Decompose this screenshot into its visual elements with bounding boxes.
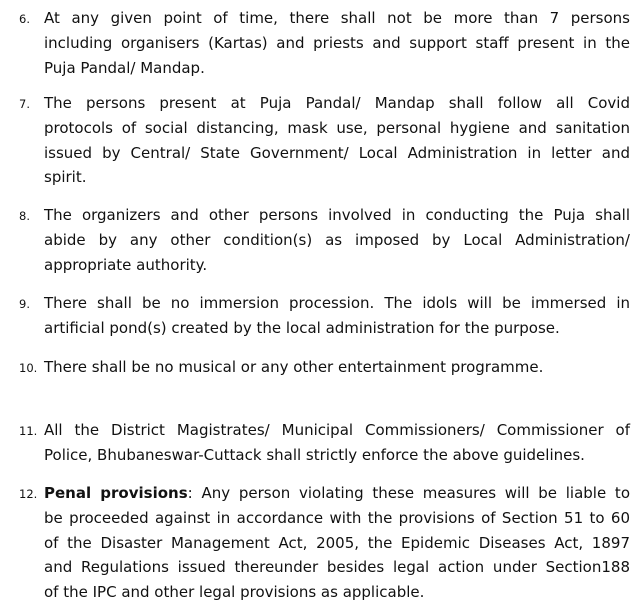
text-line: and Regulations issued thereunder besides legal action under Section188 bbox=[44, 558, 630, 577]
item-text bbox=[44, 481, 630, 605]
item-text bbox=[44, 6, 630, 80]
item-number: 9. bbox=[19, 297, 30, 311]
text-line: of the IPC and other legal provisions as applicable. bbox=[44, 583, 425, 602]
item-number: 8. bbox=[19, 209, 30, 223]
text-line: Police, Bhubaneswar-Cuttack shall strictly enforce the above guidelines. bbox=[44, 445, 585, 464]
text-fragment: : Any person violating these measures will be liable to bbox=[187, 484, 630, 502]
text-line: protocols of social distancing, mask use, personal hygiene and sanitation bbox=[44, 118, 630, 137]
text-line: including organisers (Kartas) and priests and support staff present in the bbox=[44, 33, 630, 52]
text-line: issued by Central/ State Government/ Local Administration in letter and bbox=[44, 143, 630, 162]
text-line: artificial pond(s) created by the local administration for the purpose. bbox=[44, 318, 560, 337]
item-number: 7. bbox=[19, 97, 30, 111]
text-line: The persons present at Puja Pandal/ Mandap shall follow all Covid bbox=[44, 94, 630, 112]
text-line: appropriate authority. bbox=[44, 255, 208, 274]
text-line: The organizers and other persons involved in conducting the Puja shall bbox=[44, 206, 630, 224]
text-line: Puja Pandal/ Mandap. bbox=[44, 58, 205, 77]
item-number: 10. bbox=[19, 361, 38, 375]
text-line: There shall be no immersion procession. The idols will be immersed in bbox=[44, 294, 630, 312]
item-text bbox=[44, 91, 630, 190]
text-line bbox=[44, 481, 630, 506]
item-text bbox=[44, 418, 630, 468]
text-line: All the District Magistrates/ Municipal Commissioners/ Commissioner of bbox=[44, 421, 630, 439]
item-number: 12. bbox=[19, 487, 38, 501]
item-text bbox=[44, 203, 630, 277]
item-text bbox=[44, 291, 630, 341]
item-number: 6. bbox=[19, 12, 30, 26]
text-line: of the Disaster Management Act, 2005, the Epidemic Diseases Act, 1897 bbox=[44, 533, 630, 552]
item-number: 11. bbox=[19, 424, 38, 438]
text-line: There shall be no musical or any other entertainment programme. bbox=[44, 358, 544, 376]
text-line: spirit. bbox=[44, 168, 87, 187]
text-line: abide by any other condition(s) as imposed by Local Administration/ bbox=[44, 230, 630, 249]
text-line: be proceeded against in accordance with the provisions of Section 51 to 60 bbox=[44, 508, 630, 527]
item-text bbox=[44, 355, 630, 380]
penal-provisions-heading: Penal provisions bbox=[44, 484, 188, 502]
text-line: At any given point of time, there shall not be more than 7 persons bbox=[44, 9, 630, 27]
